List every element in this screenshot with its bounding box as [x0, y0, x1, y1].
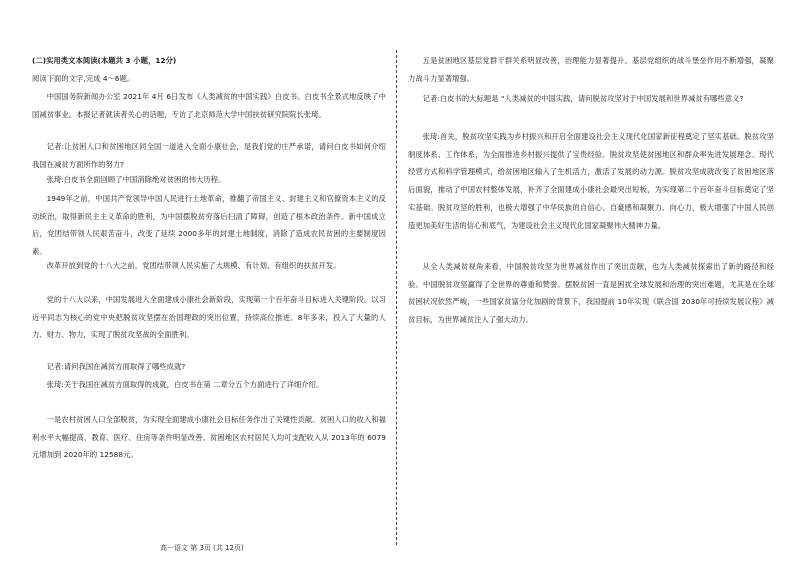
paragraph-history: 1949年之前，中国共产党领导中国人民进行土地革命，推翻了帝国主义、封建主义和官僚资本主义的反动统治，取得新民主主义革命的胜利，为中国摆脱贫穷落后扫清了障碍，创造了根本政治条件。新中国成立后，党团结带领人民艰苦奋斗，改变了延续 2000多年的封建土地制度，消除了造成农民贫困的主要制度因素。	[32, 194, 386, 257]
column-divider	[396, 50, 397, 545]
paragraph-world: 从全人类减贫视角来看，中国脱贫攻坚为世界减贫作出了突出贡献，也为人类减贫探索出了新的路径和经验。中国脱贫攻坚赢得了全世界的尊重和赞誉。摆脱贫困一直是困扰全球发展和治理的突出难题，尤其是在全球贫困状况依然严峻，一些国家贫富分化加剧的背景下，我国提前 10年实现《联合国 2030年可持续发展议程》减贫目标，为世界减贫注入了强大动力。	[408, 262, 774, 325]
paragraph-reform: 改革开放到党的十八大之前，党团结带领人民实施了大规模、有计划、有组织的扶贫开发。	[46, 261, 341, 270]
instruction: 阅读下面的文字,完成 4～6题。	[32, 74, 135, 83]
paragraph-question-2: 记者:请问我国在减贫方面取得了哪些成就?	[46, 362, 186, 371]
paragraph-question-1: 记者:让贫困人口和贫困地区同全国一道进入全面小康社会，是我们党的庄严承诺，请问白皮书如何介绍我国在减贫方面所作的努力?	[32, 142, 386, 169]
section-title: (二)实用类文本阅读(本题共 3 小题，12分)	[32, 56, 177, 65]
paragraph-achievement-1: 一是农村贫困人口全部脱贫，为实现全面建成小康社会目标任务作出了关键性贡献。贫困人口的收入和福利水平大幅提高，教育、医疗、住房等条件明显改善。贫困地区农村居民人均可支配收入从 2013年的 6079元增加到 2020年的 12588元。	[32, 415, 386, 460]
paragraph-question-3: 记者:白皮书的大标题是 "人类减贫的中国实践，请问脱贫攻坚对于中国发展和世界减贫有哪些意义?	[422, 94, 744, 103]
paragraph-achievement-5: 五是贫困地区基层党群干群关系明显改善，治理能力显著提升。基层党组织的战斗堡垒作用不断增强，凝聚力战斗力显著增强。	[408, 56, 774, 83]
paragraph-18th: 党的十八大以来，中国发展进入全面建成小康社会新阶段，实现第一个百年奋斗目标进入关键阶段。以习近平同志为核心的党中央把脱贫攻坚摆在治国理政的突出位置，持续高位推进。8年多来，投入了大量的人力、财力、物力，实现了脱贫攻坚战的全面胜利。	[32, 295, 386, 340]
paragraph-answer-3: 张琦:首先，脱贫攻坚实践为乡村振兴和开启全面建设社会主义现代化国家新征程奠定了坚实基础。脱贫攻坚制度体系、工作体系，为全面推进乡村振兴提供了宝贵经验。脱贫攻坚使贫困地区和群众率先进发展理念、现代经营方式和科学管理模式，给贫困地区输入了生机活力，激活了发展的动力源。脱贫攻坚成就改变了贫困地区落后面貌，推动了中国农村整体发展，补齐了全面建成小康社会最突出短板，为实现第二个百年奋斗目标奠定了坚实基础。脱贫攻坚的胜利，也极大增强了中华民族的自信心、自豪感和凝聚力、向心力，极大增强了中国人民创造更加美好生活的信心和底气，为建设社会主义现代化国家凝聚伟大精神力量。	[408, 132, 774, 230]
paragraph-answer-2: 张琦:关于我国在减贫方面取得的成就，白皮书在第 二章分五个方面进行了详细介绍。	[46, 380, 324, 389]
page-footer: 高一语文 第 3页 (共 12页)	[160, 544, 244, 552]
paragraph-answer-1: 张琦:白皮书全面回顾了中国消除绝对贫困的伟大历程。	[46, 175, 226, 184]
paragraph-intro: 中国国务院新闻办公室 2021年 4月 6日发布《人类减贫的中国实践》白皮书。白皮书全景式地反映了中国减贫事业。本报记者就读者关心的话题，专访了北京师范大学中国扶贫研究院院长张琦。	[32, 92, 386, 119]
